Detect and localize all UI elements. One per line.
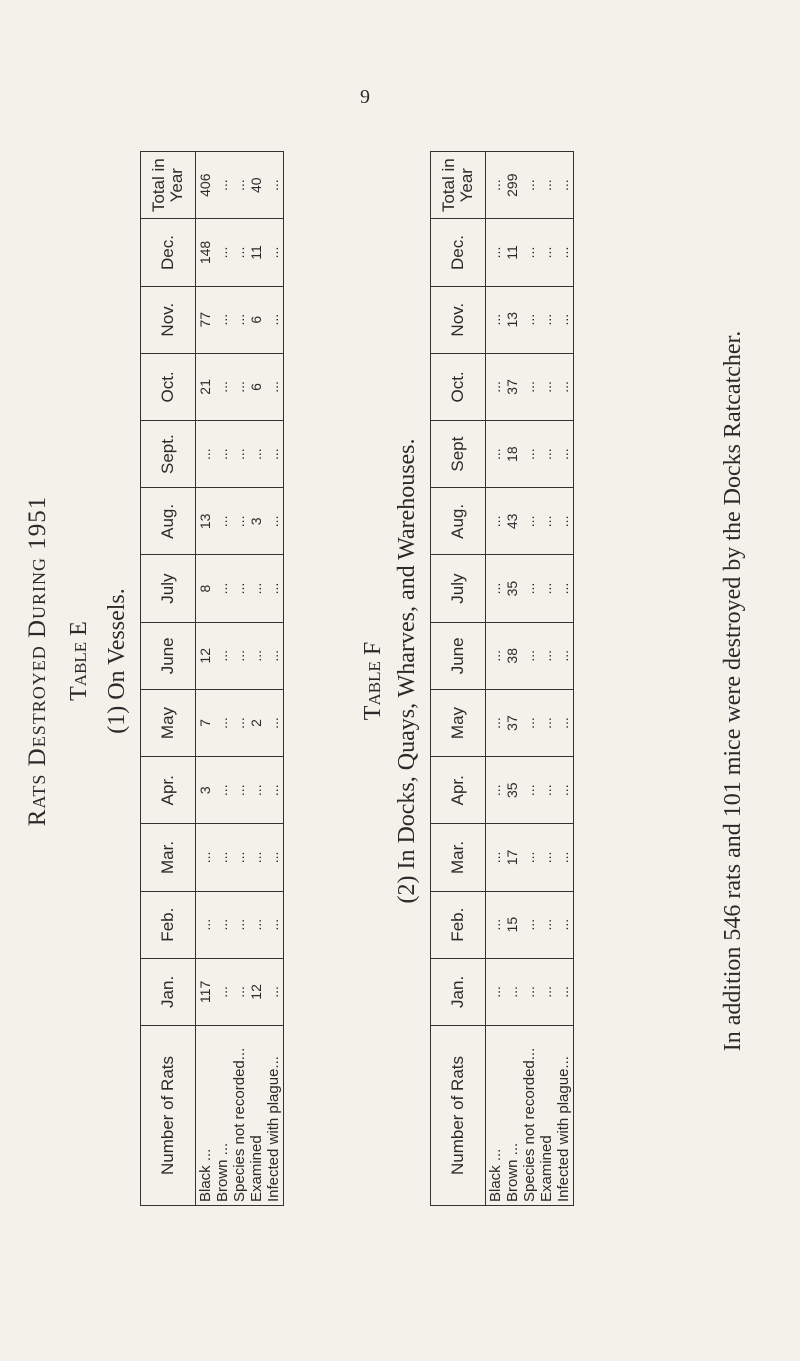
table-cell-value: ...	[214, 649, 230, 662]
table-cell-value: 13	[197, 513, 213, 530]
table-e-label: Table E	[66, 621, 92, 701]
table-cell-value: ...	[214, 784, 230, 797]
column-header: Apr.	[431, 757, 486, 824]
column-header-number-of-rats: Number of Rats	[431, 1026, 486, 1206]
table-cell-value: ...	[521, 717, 537, 729]
table-cell-value: ...	[521, 784, 537, 797]
table-cell-value: ...	[265, 313, 281, 326]
table-cell-value: ...	[265, 986, 281, 998]
table-cell-value: ...	[214, 582, 230, 595]
column-header: Feb.	[431, 891, 486, 958]
column-header: Total in Year	[141, 152, 196, 219]
table-cell-value: ...	[555, 246, 571, 259]
table-cell-value: 15	[504, 916, 520, 933]
addition-note: In addition 546 rats and 101 mice were destroyed by the Docks Ratcatcher.	[720, 330, 746, 1052]
month-values-cell	[196, 353, 284, 420]
table-cell-value: ...	[214, 515, 230, 528]
column-header: Total in Year	[431, 152, 486, 219]
table-cell-value: ...	[555, 313, 571, 326]
table-cell-value: ...	[265, 784, 281, 797]
column-header: Sept.	[141, 421, 196, 488]
table-cell-value: 7	[197, 719, 213, 727]
table-cell-value: 6	[248, 315, 264, 324]
table-cell-value: ...	[555, 918, 571, 931]
table-cell-value: ...	[231, 918, 247, 931]
table-cell-value: 12	[248, 984, 264, 1000]
table-cell-value: ...	[538, 246, 554, 259]
month-values-cell	[196, 421, 284, 488]
table-cell-value: 77	[197, 311, 213, 328]
table-cell-value: ...	[231, 246, 247, 259]
row-label: Species not recorded...	[231, 1047, 248, 1202]
table-cell-value: ...	[231, 986, 247, 998]
table-cell-value: ...	[538, 582, 554, 595]
table-cell-value: ...	[214, 986, 230, 998]
table-cell-value: ...	[265, 179, 281, 192]
table-cell-value: ...	[248, 784, 264, 797]
column-header: Nov.	[431, 286, 486, 353]
table-cell-value: ...	[214, 246, 230, 259]
column-header: Sept	[431, 421, 486, 488]
table-cell-value: ...	[265, 851, 281, 864]
month-values-cell	[486, 421, 574, 488]
column-header: Aug.	[431, 488, 486, 555]
table-cell-value: ...	[487, 448, 503, 460]
table-cell-value: 35	[504, 580, 520, 597]
table-cell-value: ...	[214, 918, 230, 931]
month-values-cell	[196, 757, 284, 824]
column-header: Oct.	[141, 353, 196, 420]
table-cell-value: ...	[487, 381, 503, 393]
table-cell-value: 37	[504, 715, 520, 731]
table-cell-value: 35	[504, 782, 520, 799]
table-cell-value: ...	[521, 582, 537, 595]
month-values-cell	[196, 824, 284, 891]
column-header: Dec.	[141, 219, 196, 286]
table-cell-value: ...	[555, 649, 571, 662]
table-cell-value: ...	[231, 448, 247, 460]
column-header: Nov.	[141, 286, 196, 353]
table-cell-value: ...	[248, 582, 264, 595]
table-cell-value: 6	[248, 383, 264, 391]
month-values-cell	[196, 958, 284, 1025]
table-e	[140, 151, 284, 1206]
table-cell-value: ...	[231, 515, 247, 528]
table-cell-value: ...	[538, 515, 554, 528]
table-cell-value: ...	[521, 313, 537, 326]
column-header: Oct.	[431, 353, 486, 420]
table-cell-value: ...	[521, 381, 537, 393]
table-cell-value: ...	[214, 381, 230, 393]
table-cell-value: ...	[555, 717, 571, 729]
column-header: May	[431, 689, 486, 756]
column-header: July	[141, 555, 196, 622]
table-cell-value: ...	[487, 582, 503, 595]
month-values-cell	[486, 286, 574, 353]
month-values-cell	[196, 622, 284, 689]
column-header: Dec.	[431, 219, 486, 286]
table-cell-value: ...	[231, 381, 247, 393]
month-values-cell	[486, 757, 574, 824]
table-cell-value: ...	[248, 918, 264, 931]
table-cell-value: 299	[504, 173, 520, 197]
row-labels-cell	[196, 1026, 284, 1206]
month-values-cell	[196, 286, 284, 353]
table-cell-value: ...	[538, 313, 554, 326]
table-cell-value: ...	[265, 582, 281, 595]
table-cell-value: ...	[487, 918, 503, 931]
table-cell-value: ...	[521, 918, 537, 931]
table-cell-value: ...	[231, 582, 247, 595]
table-cell-value: 37	[504, 379, 520, 395]
table-cell-value: ...	[538, 986, 554, 998]
month-values-cell	[196, 488, 284, 555]
month-values-cell	[196, 689, 284, 756]
table-cell-value: ...	[521, 448, 537, 460]
table-cell-value: ...	[538, 717, 554, 729]
month-values-cell	[486, 622, 574, 689]
table-cell-value: ...	[521, 246, 537, 259]
table-cell-value: ...	[538, 448, 554, 460]
column-header: July	[431, 555, 486, 622]
column-header: Mar.	[141, 824, 196, 891]
table-cell-value: ...	[231, 313, 247, 326]
table-cell-value: ...	[265, 381, 281, 393]
table-cell-value: ...	[231, 851, 247, 864]
month-values-cell	[196, 891, 284, 958]
table-cell-value: ...	[214, 717, 230, 729]
month-values-cell	[486, 891, 574, 958]
table-cell-value: ...	[538, 381, 554, 393]
table-cell-value: ...	[214, 448, 230, 460]
table-cell-value: ...	[265, 649, 281, 662]
table-cell-value: 43	[504, 513, 520, 530]
table-cell-value: ...	[555, 986, 571, 998]
table-cell-value: ...	[555, 179, 571, 192]
column-header: June	[431, 622, 486, 689]
table-cell-value: ...	[538, 179, 554, 192]
column-header-number-of-rats: Number of Rats	[141, 1026, 196, 1206]
table-cell-value: ...	[248, 649, 264, 662]
row-label: Black ...	[197, 1148, 214, 1202]
table-cell-value: ...	[265, 448, 281, 460]
table-cell-value: ...	[214, 851, 230, 864]
table-cell-value: ...	[265, 717, 281, 729]
table-cell-value: ...	[487, 986, 503, 998]
table-cell-value: 11	[248, 245, 264, 260]
table-e-subtitle: (1) On Vessels.	[104, 588, 130, 734]
table-cell-value: ...	[248, 448, 264, 460]
table-cell-value: ...	[487, 313, 503, 326]
table-cell-value: ...	[231, 784, 247, 797]
month-values-cell	[486, 689, 574, 756]
table-cell-value: ...	[487, 717, 503, 729]
column-header: Aug.	[141, 488, 196, 555]
column-header: June	[141, 622, 196, 689]
row-label: Black ...	[487, 1148, 504, 1202]
row-label: Species not recorded...	[521, 1047, 538, 1202]
table-cell-value: ...	[487, 649, 503, 662]
table-cell-value: ...	[487, 851, 503, 864]
table-cell-value: 13	[504, 311, 520, 328]
table-cell-value: ...	[214, 179, 230, 192]
column-header: Feb.	[141, 891, 196, 958]
table-cell-value: ...	[487, 515, 503, 528]
month-values-cell	[486, 152, 574, 219]
page-title: Rats Destroyed During 1951	[24, 495, 51, 827]
row-label: Infected with plague...	[555, 1056, 572, 1202]
month-values-cell	[486, 353, 574, 420]
month-values-cell	[196, 219, 284, 286]
column-header: Jan.	[141, 958, 196, 1025]
table-cell-value: ...	[504, 986, 520, 998]
table-cell-value: ...	[214, 313, 230, 326]
table-cell-value: 12	[197, 648, 213, 664]
table-cell-value: 17	[504, 849, 520, 866]
row-label: Examined	[248, 1135, 265, 1202]
table-cell-value: ...	[265, 918, 281, 931]
table-cell-value: 8	[197, 584, 213, 593]
table-cell-value: 3	[197, 786, 213, 795]
column-header: Jan.	[431, 958, 486, 1025]
table-cell-value: 18	[504, 446, 520, 462]
table-cell-value: ...	[487, 179, 503, 192]
table-cell-value: ...	[487, 784, 503, 797]
table-cell-value: ...	[555, 381, 571, 393]
table-cell-value: 40	[248, 177, 264, 193]
table-cell-value: ...	[521, 986, 537, 998]
table-f-subtitle: (2) In Docks, Quays, Wharves, and Warehouses.	[394, 438, 420, 904]
page-number: 9	[360, 86, 370, 108]
table-cell-value: ...	[555, 582, 571, 595]
table-cell-value: ...	[231, 649, 247, 662]
month-values-cell	[486, 555, 574, 622]
table-cell-value: ...	[555, 448, 571, 460]
table-cell-value: 3	[248, 517, 264, 526]
table-cell-value: ...	[521, 179, 537, 192]
month-values-cell	[196, 555, 284, 622]
table-cell-value: ...	[538, 649, 554, 662]
table-cell-value: ...	[521, 851, 537, 864]
table-cell-value: 406	[197, 173, 213, 197]
month-values-cell	[486, 219, 574, 286]
table-cell-value: ...	[538, 851, 554, 864]
table-cell-value: ...	[231, 717, 247, 729]
table-cell-value: ...	[197, 918, 213, 931]
month-values-cell	[486, 488, 574, 555]
table-cell-value: ...	[265, 515, 281, 528]
table-cell-value: ...	[555, 784, 571, 797]
row-label: Brown ...	[214, 1142, 231, 1202]
column-header: Mar.	[431, 824, 486, 891]
table-cell-value: ...	[197, 448, 213, 460]
month-values-cell	[196, 152, 284, 219]
table-f	[430, 151, 574, 1206]
table-cell-value: ...	[197, 851, 213, 864]
table-cell-value: 2	[248, 719, 264, 727]
table-cell-value: ...	[521, 515, 537, 528]
month-values-cell	[486, 958, 574, 1025]
table-cell-value: ...	[248, 851, 264, 864]
table-cell-value: ...	[231, 179, 247, 192]
table-cell-value: ...	[521, 649, 537, 662]
table-cell-value: ...	[265, 246, 281, 259]
table-cell-value: 38	[504, 648, 520, 664]
table-cell-value: 117	[197, 980, 213, 1004]
table-cell-value: 21	[197, 379, 213, 395]
table-cell-value: ...	[538, 918, 554, 931]
column-header: May	[141, 689, 196, 756]
table-cell-value: ...	[555, 515, 571, 528]
table-cell-value: ...	[538, 784, 554, 797]
table-f-label: Table F	[360, 641, 386, 721]
row-label: Brown ...	[504, 1142, 521, 1202]
month-values-cell	[486, 824, 574, 891]
row-labels-cell	[486, 1026, 574, 1206]
table-cell-value: 148	[197, 240, 213, 265]
row-label: Infected with plague...	[265, 1056, 282, 1202]
column-header: Apr.	[141, 757, 196, 824]
table-cell-value: 11	[504, 245, 520, 260]
table-cell-value: ...	[555, 851, 571, 864]
table-cell-value: ...	[487, 246, 503, 259]
row-label: Examined	[538, 1135, 555, 1202]
